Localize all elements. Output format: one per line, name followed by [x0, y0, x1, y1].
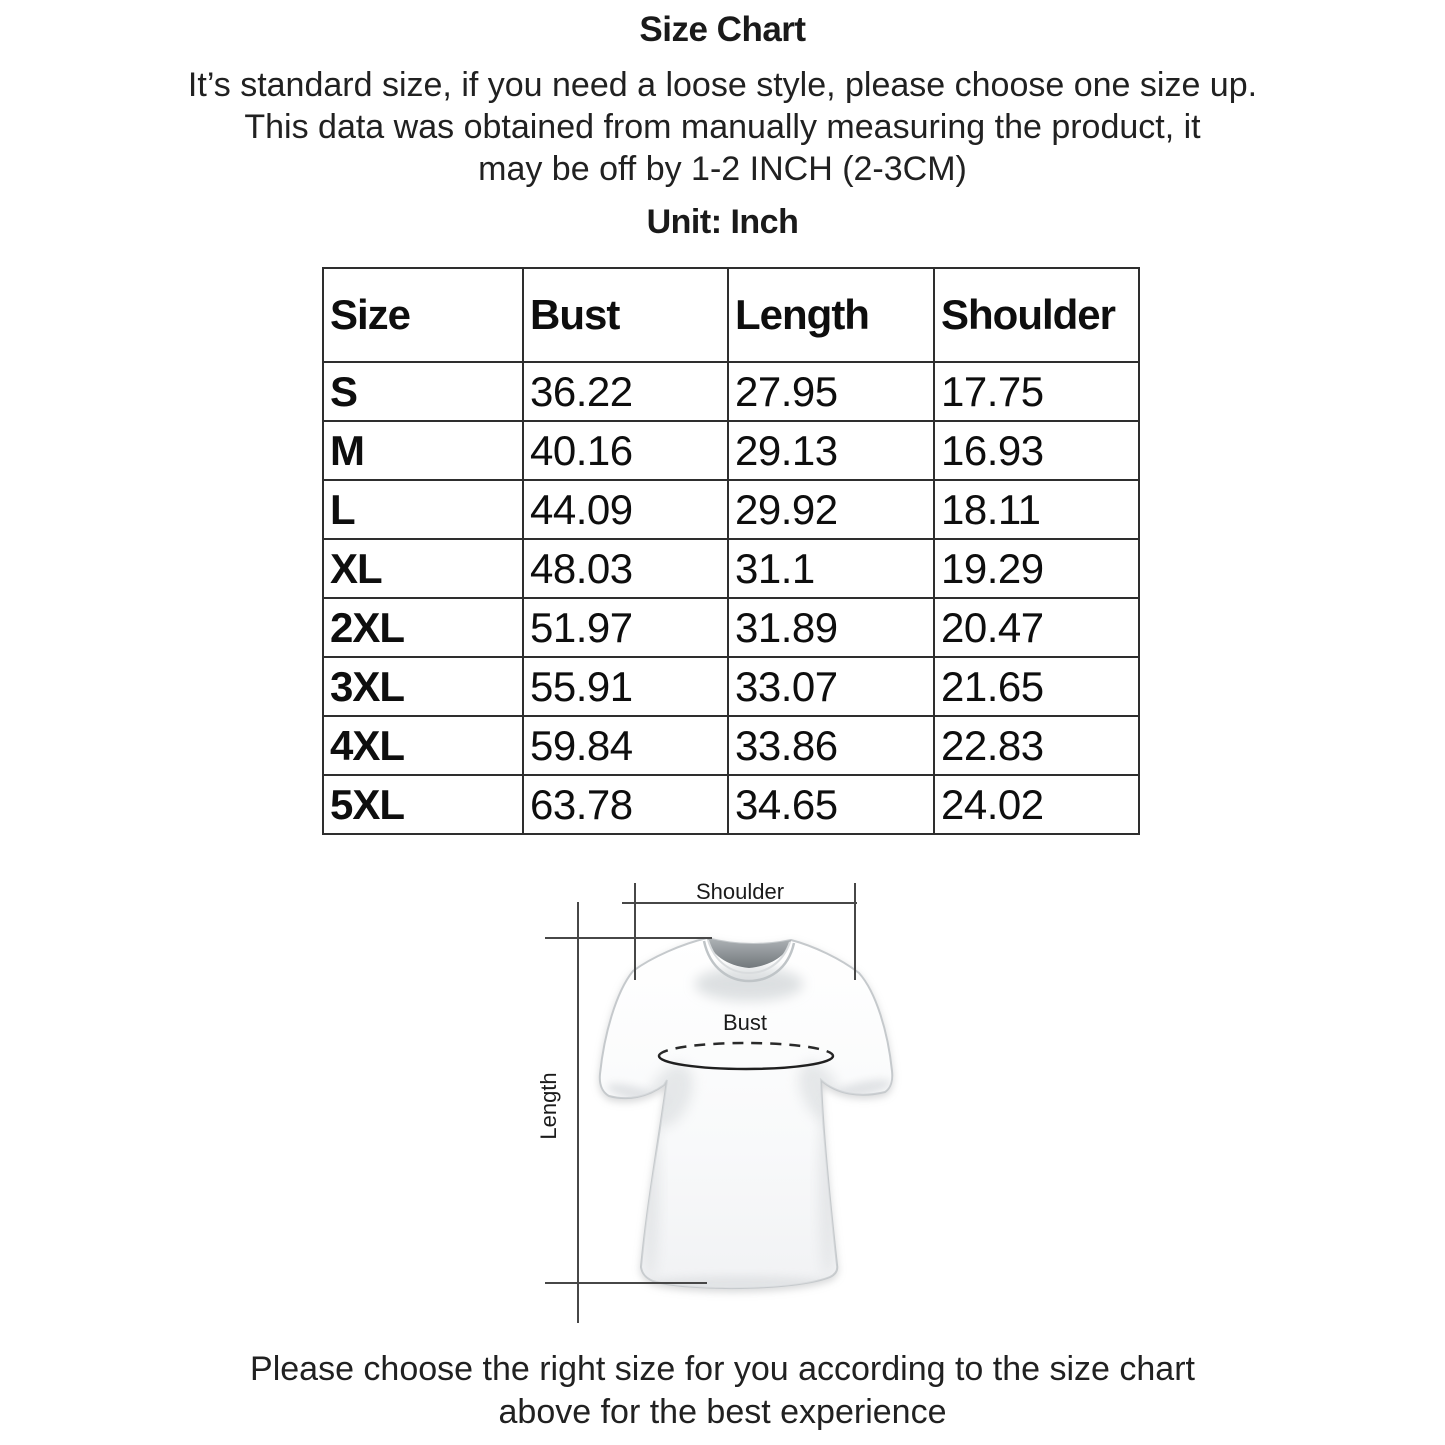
- cell-bust: 44.09: [523, 480, 728, 539]
- cell-size: L: [323, 480, 523, 539]
- cell-length: 27.95: [728, 362, 934, 421]
- cell-shoulder: 22.83: [934, 716, 1139, 775]
- cell-bust: 55.91: [523, 657, 728, 716]
- cell-shoulder: 24.02: [934, 775, 1139, 834]
- cell-shoulder: 19.29: [934, 539, 1139, 598]
- cell-shoulder: 17.75: [934, 362, 1139, 421]
- cell-length: 29.92: [728, 480, 934, 539]
- length-label: Length: [536, 1072, 561, 1140]
- cell-length: 31.1: [728, 539, 934, 598]
- cell-bust: 40.16: [523, 421, 728, 480]
- cell-bust: 36.22: [523, 362, 728, 421]
- unit-label: Unit: Inch: [646, 203, 799, 241]
- size-note: [0, 64, 1445, 190]
- table-row: [323, 480, 1139, 539]
- column-header-shoulder: Shoulder: [934, 268, 1139, 362]
- cell-bust: 59.84: [523, 716, 728, 775]
- tshirt-illustration: [600, 938, 893, 1294]
- size-table: [322, 267, 1140, 835]
- size-note-line-3: may be off by 1-2 INCH (2-3CM): [478, 150, 967, 188]
- table-row: [323, 362, 1139, 421]
- table-row: [323, 775, 1139, 834]
- size-note-line-2: This data was obtained from manually measuring the product, it: [244, 108, 1201, 146]
- table-row: [323, 598, 1139, 657]
- column-header-size: Size: [323, 268, 523, 362]
- table-header-row: [323, 268, 1139, 362]
- cell-length: 34.65: [728, 775, 934, 834]
- size-note-line-1: It’s standard size, if you need a loose style, please choose one size up.: [187, 66, 1258, 104]
- table-row: [323, 539, 1139, 598]
- tshirt-measurement-diagram: [500, 870, 1000, 1330]
- cell-bust: 51.97: [523, 598, 728, 657]
- shoulder-label: Shoulder: [695, 879, 785, 904]
- cell-shoulder: 16.93: [934, 421, 1139, 480]
- cell-size: 2XL: [323, 598, 523, 657]
- table-row: [323, 657, 1139, 716]
- cell-shoulder: 20.47: [934, 598, 1139, 657]
- cell-size: XL: [323, 539, 523, 598]
- cell-length: 31.89: [728, 598, 934, 657]
- column-header-length: Length: [728, 268, 934, 362]
- footer-note-line-2: above for the best experience: [498, 1393, 947, 1431]
- bust-label: Bust: [722, 1010, 768, 1035]
- table-row: [323, 421, 1139, 480]
- cell-length: 33.86: [728, 716, 934, 775]
- cell-length: 29.13: [728, 421, 934, 480]
- cell-length: 33.07: [728, 657, 934, 716]
- footer-note-line-1: Please choose the right size for you according to the size chart: [250, 1350, 1195, 1388]
- cell-shoulder: 18.11: [934, 480, 1139, 539]
- cell-size: 4XL: [323, 716, 523, 775]
- column-header-bust: Bust: [523, 268, 728, 362]
- cell-size: 5XL: [323, 775, 523, 834]
- cell-shoulder: 21.65: [934, 657, 1139, 716]
- cell-size: M: [323, 421, 523, 480]
- cell-size: 3XL: [323, 657, 523, 716]
- footer-note: [0, 1348, 1445, 1434]
- table-row: [323, 716, 1139, 775]
- cell-size: S: [323, 362, 523, 421]
- cell-bust: 48.03: [523, 539, 728, 598]
- cell-bust: 63.78: [523, 775, 728, 834]
- page-title: Size Chart: [639, 10, 806, 49]
